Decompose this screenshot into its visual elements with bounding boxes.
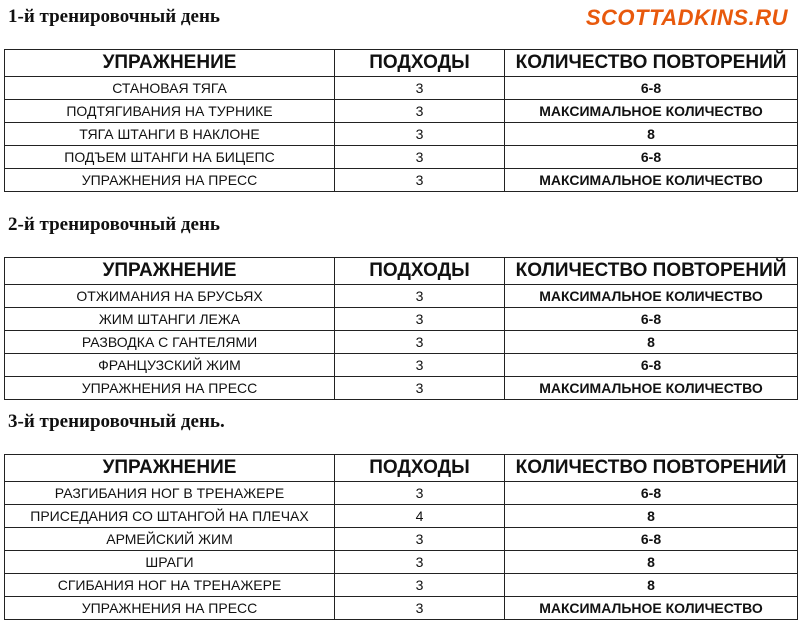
reps-header: КОЛИЧЕСТВО ПОВТОРЕНИЙ xyxy=(505,455,798,482)
reps-cell: 8 xyxy=(505,331,798,354)
table-row xyxy=(5,354,798,377)
table-row xyxy=(5,146,798,169)
day-1-table xyxy=(4,49,798,192)
sets-cell: 3 xyxy=(335,597,505,620)
table-row xyxy=(5,574,798,597)
exercise-cell: ПРИСЕДАНИЯ СО ШТАНГОЙ НА ПЛЕЧАХ xyxy=(5,505,335,528)
sets-cell: 3 xyxy=(335,169,505,192)
reps-cell: 6-8 xyxy=(505,146,798,169)
exercise-cell: УПРАЖНЕНИЯ НА ПРЕСС xyxy=(5,169,335,192)
exercise-cell: СГИБАНИЯ НОГ НА ТРЕНАЖЕРЕ xyxy=(5,574,335,597)
reps-cell: МАКСИМАЛЬНОЕ КОЛИЧЕСТВО xyxy=(505,597,798,620)
table-header-row xyxy=(5,455,798,482)
exercise-cell: ОТЖИМАНИЯ НА БРУСЬЯХ xyxy=(5,285,335,308)
exercise-cell: ТЯГА ШТАНГИ В НАКЛОНЕ xyxy=(5,123,335,146)
reps-cell: 8 xyxy=(505,505,798,528)
table-header-row xyxy=(5,50,798,77)
exercise-cell: ЖИМ ШТАНГИ ЛЕЖА xyxy=(5,308,335,331)
exercise-cell: УПРАЖНЕНИЯ НА ПРЕСС xyxy=(5,597,335,620)
reps-header: КОЛИЧЕСТВО ПОВТОРЕНИЙ xyxy=(505,50,798,77)
day-2-title: 2-й тренировочный день xyxy=(8,214,220,235)
table-row xyxy=(5,77,798,100)
day-3-table xyxy=(4,454,798,620)
day-2-table xyxy=(4,257,798,400)
reps-cell: 6-8 xyxy=(505,77,798,100)
sets-cell: 3 xyxy=(335,77,505,100)
reps-cell: 6-8 xyxy=(505,528,798,551)
exercise-cell: УПРАЖНЕНИЯ НА ПРЕСС xyxy=(5,377,335,400)
sets-cell: 3 xyxy=(335,308,505,331)
sets-cell: 4 xyxy=(335,505,505,528)
reps-cell: МАКСИМАЛЬНОЕ КОЛИЧЕСТВО xyxy=(505,285,798,308)
table-row xyxy=(5,482,798,505)
exercise-header: УПРАЖНЕНИЕ xyxy=(5,258,335,285)
exercise-cell: ФРАНЦУЗСКИЙ ЖИМ xyxy=(5,354,335,377)
day-1-title: 1-й тренировочный день xyxy=(8,6,220,27)
table-row xyxy=(5,597,798,620)
reps-cell: 6-8 xyxy=(505,482,798,505)
reps-header: КОЛИЧЕСТВО ПОВТОРЕНИЙ xyxy=(505,258,798,285)
exercise-cell: ПОДЪЕМ ШТАНГИ НА БИЦЕПС xyxy=(5,146,335,169)
sets-cell: 3 xyxy=(335,482,505,505)
exercise-cell: СТАНОВАЯ ТЯГА xyxy=(5,77,335,100)
table-row xyxy=(5,123,798,146)
sets-cell: 3 xyxy=(335,146,505,169)
site-watermark: SCOTTADKINS.RU xyxy=(585,5,788,30)
exercise-cell: АРМЕЙСКИЙ ЖИМ xyxy=(5,528,335,551)
reps-cell: 6-8 xyxy=(505,354,798,377)
sets-cell: 3 xyxy=(335,123,505,146)
sets-cell: 3 xyxy=(335,377,505,400)
reps-cell: 8 xyxy=(505,123,798,146)
table-row xyxy=(5,551,798,574)
sets-cell: 3 xyxy=(335,528,505,551)
exercise-cell: ПОДТЯГИВАНИЯ НА ТУРНИКЕ xyxy=(5,100,335,123)
sets-cell: 3 xyxy=(335,331,505,354)
table-row xyxy=(5,505,798,528)
exercise-header: УПРАЖНЕНИЕ xyxy=(5,50,335,77)
sets-header: ПОДХОДЫ xyxy=(335,455,505,482)
reps-cell: МАКСИМАЛЬНОЕ КОЛИЧЕСТВО xyxy=(505,100,798,123)
table-row xyxy=(5,528,798,551)
sets-cell: 3 xyxy=(335,100,505,123)
reps-cell: МАКСИМАЛЬНОЕ КОЛИЧЕСТВО xyxy=(505,169,798,192)
sets-cell: 3 xyxy=(335,354,505,377)
reps-cell: 8 xyxy=(505,574,798,597)
table-header-row xyxy=(5,258,798,285)
table-row xyxy=(5,308,798,331)
reps-cell: МАКСИМАЛЬНОЕ КОЛИЧЕСТВО xyxy=(505,377,798,400)
reps-cell: 8 xyxy=(505,551,798,574)
sets-cell: 3 xyxy=(335,285,505,308)
table-row xyxy=(5,169,798,192)
sets-header: ПОДХОДЫ xyxy=(335,50,505,77)
sets-header: ПОДХОДЫ xyxy=(335,258,505,285)
day-3-title: 3-й тренировочный день. xyxy=(8,411,225,432)
sets-cell: 3 xyxy=(335,574,505,597)
exercise-cell: ШРАГИ xyxy=(5,551,335,574)
reps-cell: 6-8 xyxy=(505,308,798,331)
exercise-cell: РАЗГИБАНИЯ НОГ В ТРЕНАЖЕРЕ xyxy=(5,482,335,505)
table-row xyxy=(5,285,798,308)
sets-cell: 3 xyxy=(335,551,505,574)
exercise-cell: РАЗВОДКА С ГАНТЕЛЯМИ xyxy=(5,331,335,354)
table-row xyxy=(5,331,798,354)
table-row xyxy=(5,100,798,123)
table-row xyxy=(5,377,798,400)
exercise-header: УПРАЖНЕНИЕ xyxy=(5,455,335,482)
